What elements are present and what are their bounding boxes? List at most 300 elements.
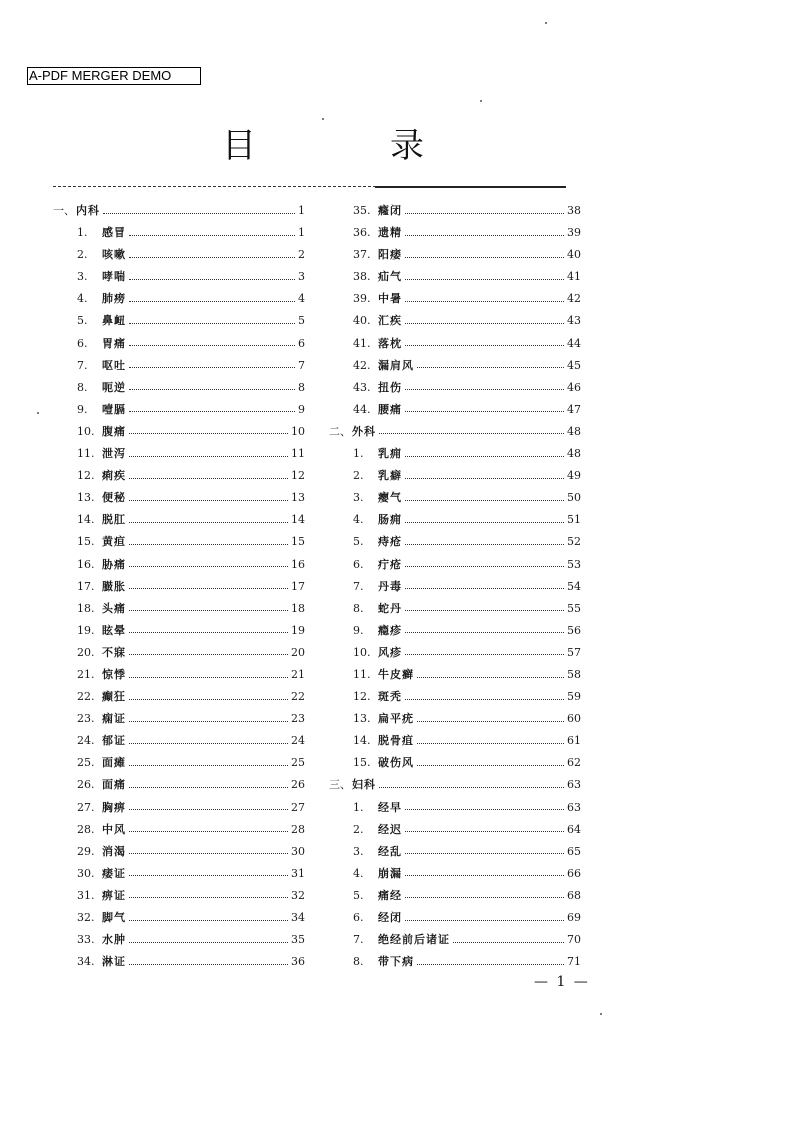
toc-entry-page: 71 [567, 955, 581, 969]
toc-entry-page: 58 [567, 667, 581, 681]
toc-entry-number: 8. [77, 380, 88, 394]
toc-dot-leader [417, 964, 564, 965]
toc-entry-number: 36. [353, 226, 371, 240]
toc-entry-title: 呃逆 [102, 380, 126, 394]
toc-dot-leader [129, 699, 288, 700]
page-number-footer: — 1 — [534, 974, 590, 990]
toc-entry-title: 痔疮 [378, 535, 402, 549]
toc-dot-leader [405, 478, 564, 479]
toc-entry-page: 53 [567, 557, 581, 571]
toc-dot-leader [405, 522, 564, 523]
toc-entry-page: 44 [567, 336, 581, 350]
toc-entry-title: 便秘 [102, 491, 126, 505]
toc-entry-number: 30. [77, 866, 95, 880]
toc-entry-row[interactable] [329, 951, 581, 973]
toc-entry-page: 21 [291, 667, 305, 681]
toc-entry-title: 面瘫 [102, 756, 126, 770]
toc-dot-leader [129, 345, 295, 346]
toc-dot-leader [129, 831, 288, 832]
toc-entry-title: 中暑 [378, 292, 402, 306]
toc-entry-page: 12 [291, 469, 305, 483]
toc-entry-row[interactable] [329, 929, 581, 951]
toc-entry-row[interactable] [53, 377, 305, 399]
toc-entry-number: 13. [353, 712, 371, 726]
toc-dot-leader [405, 544, 564, 545]
toc-dot-leader [129, 456, 288, 457]
toc-entry-number: 2. [353, 469, 364, 483]
toc-entry-row[interactable] [53, 797, 305, 819]
toc-entry-page: 13 [291, 491, 305, 505]
toc-dot-leader [129, 235, 295, 236]
toc-entry-number: 21. [77, 667, 95, 681]
toc-entry-page: 49 [567, 469, 581, 483]
toc-entry-title: 胃痛 [102, 336, 126, 350]
toc-entry-number: 23. [77, 712, 95, 726]
toc-entry-row[interactable] [53, 752, 305, 774]
toc-entry-title: 斑秃 [378, 690, 402, 704]
toc-entry-page: 63 [567, 800, 581, 814]
toc-entry-row[interactable] [329, 863, 581, 885]
toc-entry-number: 19. [77, 623, 95, 637]
toc-entry-title: 郁证 [102, 734, 126, 748]
toc-entry-page: 62 [567, 756, 581, 770]
toc-dot-leader [129, 411, 295, 412]
toc-entry-page: 69 [567, 911, 581, 924]
toc-dot-leader [129, 897, 288, 898]
toc-entry-number: 41. [353, 336, 371, 350]
toc-entry-row[interactable] [53, 885, 305, 907]
toc-entry-title: 感冒 [102, 226, 126, 240]
toc-entry-row[interactable] [329, 531, 581, 553]
toc-entry-row[interactable] [329, 885, 581, 907]
toc-entry-title: 丹毒 [378, 579, 402, 593]
toc-entry-title: 呕吐 [102, 358, 126, 372]
toc-entry-title: 扭伤 [378, 380, 402, 394]
toc-entry-title: 面痛 [102, 778, 126, 792]
toc-entry-page: 28 [291, 822, 305, 836]
toc-entry-number: 4. [353, 513, 364, 527]
toc-entry-title: 肺痨 [102, 292, 126, 306]
toc-entry-number: 14. [77, 513, 95, 527]
toc-dot-leader [405, 566, 564, 567]
toc-entry-number: 43. [353, 380, 371, 394]
toc-entry-page: 70 [567, 933, 581, 947]
toc-entry-title: 乳癖 [378, 469, 402, 483]
toc-entry-number: 4. [77, 292, 88, 306]
toc-entry-page: 9 [298, 402, 305, 416]
toc-entry-title: 外科 [352, 424, 376, 438]
toc-dot-leader [129, 853, 288, 854]
toc-dot-leader [405, 411, 564, 412]
toc-entry-row[interactable] [53, 244, 305, 266]
toc-dot-leader [405, 920, 564, 921]
toc-entry-title: 中风 [102, 822, 126, 836]
toc-entry-number: 5. [353, 535, 364, 549]
toc-entry-row[interactable] [53, 355, 305, 377]
toc-entry-page: 25 [291, 756, 305, 770]
toc-dot-leader [417, 677, 564, 678]
title-char-2: 录 [390, 126, 424, 166]
toc-entry-page: 48 [567, 424, 581, 438]
toc-dot-leader [129, 301, 295, 302]
toc-entry-number: 18. [77, 601, 95, 615]
toc-dot-leader [405, 654, 564, 655]
toc-entry-title: 痿证 [102, 866, 126, 880]
toc-entry-title: 经早 [378, 800, 402, 814]
toc-dot-leader [405, 235, 564, 236]
toc-entry-row[interactable] [329, 333, 581, 355]
toc-entry-title: 不寐 [102, 645, 126, 659]
toc-entry-number: 22. [77, 690, 95, 704]
toc-entry-number: 31. [77, 888, 95, 902]
toc-entry-row[interactable] [329, 487, 581, 509]
toc-entry-page: 16 [291, 557, 305, 571]
toc-entry-title: 带下病 [378, 955, 414, 969]
toc-entry-number: 3. [353, 491, 364, 505]
toc-entry-row[interactable] [53, 907, 305, 929]
toc-entry-row[interactable] [53, 929, 305, 951]
toc-dot-leader [129, 654, 288, 655]
toc-dot-leader [129, 964, 288, 965]
toc-entry-number: 9. [77, 402, 88, 416]
toc-entry-page: 51 [567, 513, 581, 527]
toc-entry-row[interactable] [329, 399, 581, 421]
toc-entry-number: 12. [353, 690, 371, 704]
toc-entry-title: 痢疾 [102, 469, 126, 483]
toc-entry-row[interactable] [53, 333, 305, 355]
toc-entry-title: 崩漏 [378, 866, 402, 880]
toc-entry-number: 16. [77, 557, 95, 571]
toc-entry-title: 噎膈 [102, 402, 126, 416]
toc-entry-title: 头痛 [102, 601, 126, 615]
toc-dot-leader [417, 721, 564, 722]
toc-entry-title: 痫证 [102, 712, 126, 726]
toc-entry-page: 36 [291, 955, 305, 969]
toc-entry-number: 44. [353, 402, 371, 416]
toc-entry-page: 41 [567, 270, 581, 284]
toc-dot-leader [129, 500, 288, 501]
toc-entry-row[interactable] [53, 266, 305, 288]
toc-entry-row[interactable] [53, 863, 305, 885]
toc-entry-number: 24. [77, 734, 95, 748]
toc-right-column [329, 200, 581, 973]
toc-entry-title: 绝经前后诸证 [378, 933, 450, 947]
toc-entry-row[interactable] [329, 708, 581, 730]
toc-dot-leader [129, 632, 288, 633]
toc-dot-leader [129, 765, 288, 766]
toc-entry-number: 5. [353, 888, 364, 902]
toc-dot-leader [405, 301, 564, 302]
toc-entry-page: 56 [567, 623, 581, 637]
toc-entry-row[interactable] [53, 465, 305, 487]
toc-entry-page: 23 [291, 712, 305, 726]
toc-entry-row[interactable] [53, 686, 305, 708]
toc-section-row[interactable] [329, 421, 581, 443]
toc-entry-title: 经乱 [378, 844, 402, 858]
toc-entry-number: 2. [77, 248, 88, 262]
toc-entry-title: 癫狂 [102, 690, 126, 704]
toc-entry-row[interactable] [53, 310, 305, 332]
toc-entry-row[interactable] [53, 774, 305, 796]
toc-entry-page: 18 [291, 601, 305, 615]
toc-entry-page: 2 [298, 248, 305, 262]
toc-entry-number: 5. [77, 314, 88, 328]
toc-entry-number: 20. [77, 645, 95, 659]
toc-entry-page: 3 [298, 270, 305, 284]
toc-entry-number: 42. [353, 358, 371, 372]
toc-dot-leader [417, 743, 564, 744]
toc-entry-title: 经迟 [378, 822, 402, 836]
toc-entry-row[interactable] [329, 244, 581, 266]
toc-entry-number: 26. [77, 778, 95, 792]
toc-dot-leader [129, 323, 295, 324]
toc-entry-page: 42 [567, 292, 581, 306]
watermark-label: A-PDF MERGER DEMO [27, 67, 201, 85]
toc-dot-leader [103, 213, 295, 214]
toc-entry-page: 60 [567, 712, 581, 726]
toc-dot-leader [405, 279, 564, 280]
toc-entry-row[interactable] [53, 620, 305, 642]
toc-section-row[interactable] [329, 774, 581, 796]
toc-entry-row[interactable] [53, 951, 305, 973]
toc-entry-row[interactable] [53, 576, 305, 598]
toc-entry-row[interactable] [329, 664, 581, 686]
toc-dot-leader [129, 588, 288, 589]
toc-entry-page: 59 [567, 690, 581, 704]
title-char-1: 目 [222, 126, 256, 166]
toc-entry-number: 13. [77, 491, 95, 505]
toc-entry-row[interactable] [329, 222, 581, 244]
toc-entry-title: 脱骨疽 [378, 734, 414, 748]
toc-entry-page: 8 [298, 380, 305, 394]
toc-entry-row[interactable] [329, 310, 581, 332]
toc-entry-number: 10. [353, 645, 371, 659]
toc-entry-title: 阳痿 [378, 248, 402, 262]
toc-entry-row[interactable] [53, 598, 305, 620]
toc-entry-row[interactable] [329, 686, 581, 708]
toc-entry-row[interactable] [329, 907, 581, 929]
toc-entry-page: 35 [291, 933, 305, 947]
toc-entry-page: 26 [291, 778, 305, 792]
scan-speck [600, 1013, 602, 1015]
toc-dot-leader [129, 433, 288, 434]
toc-dot-leader [405, 897, 564, 898]
toc-entry-page: 27 [291, 800, 305, 814]
toc-entry-title: 腹痛 [102, 424, 126, 438]
toc-entry-number: 17. [77, 579, 95, 593]
toc-entry-row[interactable] [53, 730, 305, 752]
toc-entry-number: 15. [353, 756, 371, 770]
toc-entry-number: 12. [77, 469, 95, 483]
toc-entry-number: 35. [353, 204, 371, 217]
toc-entry-title: 疔疮 [378, 557, 402, 571]
toc-entry-page: 14 [291, 513, 305, 527]
toc-entry-page: 10 [291, 424, 305, 438]
toc-entry-row[interactable] [329, 288, 581, 310]
toc-entry-row[interactable] [329, 509, 581, 531]
toc-entry-page: 19 [291, 623, 305, 637]
toc-entry-page: 6 [298, 336, 305, 350]
toc-entry-row[interactable] [53, 399, 305, 421]
toc-dot-leader [405, 345, 564, 346]
toc-entry-number: 3. [77, 270, 88, 284]
toc-section-row[interactable] [53, 200, 305, 222]
toc-entry-number: 7. [77, 358, 88, 372]
toc-entry-row[interactable] [329, 642, 581, 664]
toc-entry-title: 惊悸 [102, 667, 126, 681]
toc-entry-number: 29. [77, 844, 95, 858]
toc-entry-title: 眩晕 [102, 623, 126, 637]
toc-dot-leader [405, 456, 564, 457]
toc-entry-title: 消渴 [102, 844, 126, 858]
toc-entry-row[interactable] [329, 266, 581, 288]
toc-entry-page: 64 [567, 822, 581, 836]
toc-entry-title: 胁痛 [102, 557, 126, 571]
toc-dot-leader [417, 367, 564, 368]
toc-entry-title: 内科 [76, 204, 100, 217]
toc-entry-page: 55 [567, 601, 581, 615]
toc-dot-leader [129, 610, 288, 611]
toc-entry-page: 52 [567, 535, 581, 549]
toc-dot-leader [129, 942, 288, 943]
toc-dot-leader [129, 787, 288, 788]
toc-dot-leader [405, 257, 564, 258]
toc-entry-number: 25. [77, 756, 95, 770]
toc-entry-row[interactable] [53, 819, 305, 841]
toc-dot-leader [405, 809, 564, 810]
toc-dot-leader [129, 677, 288, 678]
toc-entry-row[interactable] [53, 531, 305, 553]
toc-entry-number: 28. [77, 822, 95, 836]
toc-entry-row[interactable] [53, 487, 305, 509]
toc-entry-number: 33. [77, 933, 95, 947]
toc-entry-title: 风疹 [378, 645, 402, 659]
toc-dot-leader [405, 875, 564, 876]
toc-entry-number: 14. [353, 734, 371, 748]
toc-entry-row[interactable] [53, 288, 305, 310]
toc-entry-title: 脱肛 [102, 513, 126, 527]
toc-entry-title: 经闭 [378, 911, 402, 924]
toc-entry-row[interactable] [53, 222, 305, 244]
toc-entry-number: 10. [77, 424, 95, 438]
toc-entry-row[interactable] [53, 554, 305, 576]
toc-entry-title: 蛇丹 [378, 601, 402, 615]
toc-entry-title: 扁平疣 [378, 712, 414, 726]
toc-entry-number: 8. [353, 601, 364, 615]
toc-entry-row[interactable] [329, 620, 581, 642]
header-rule-thick [375, 186, 566, 188]
toc-entry-title: 瘿气 [378, 491, 402, 505]
toc-entry-title: 痛经 [378, 888, 402, 902]
toc-entry-row[interactable] [329, 841, 581, 863]
toc-dot-leader [129, 875, 288, 876]
toc-entry-number: 32. [77, 911, 95, 924]
toc-entry-number: 34. [77, 955, 95, 969]
toc-dot-leader [129, 721, 288, 722]
toc-entry-row[interactable] [53, 664, 305, 686]
toc-dot-leader [405, 323, 564, 324]
toc-entry-number: 3. [353, 844, 364, 858]
toc-entry-page: 61 [567, 734, 581, 748]
toc-entry-row[interactable] [329, 797, 581, 819]
toc-entry-row[interactable] [329, 752, 581, 774]
toc-entry-page: 11 [291, 447, 305, 461]
toc-entry-page: 63 [567, 778, 581, 792]
toc-entry-number: 7. [353, 579, 364, 593]
toc-entry-row[interactable] [329, 730, 581, 752]
toc-entry-number: 6. [353, 911, 364, 924]
toc-entry-row[interactable] [53, 841, 305, 863]
toc-entry-title: 咳嗽 [102, 248, 126, 262]
toc-entry-page: 30 [291, 844, 305, 858]
toc-entry-page: 68 [567, 888, 581, 902]
toc-entry-row[interactable] [329, 443, 581, 465]
toc-entry-row[interactable] [329, 554, 581, 576]
toc-entry-row[interactable] [329, 355, 581, 377]
toc-entry-title: 淋证 [102, 955, 126, 969]
toc-entry-title: 鼻衄 [102, 314, 126, 328]
toc-entry-row[interactable] [329, 598, 581, 620]
toc-entry-title: 瘾疹 [378, 623, 402, 637]
toc-entry-row[interactable] [329, 377, 581, 399]
toc-entry-page: 15 [291, 535, 305, 549]
toc-entry-row[interactable] [329, 200, 581, 222]
toc-entry-title: 水肿 [102, 933, 126, 947]
toc-entry-page: 31 [291, 866, 305, 880]
toc-entry-row[interactable] [53, 509, 305, 531]
toc-entry-row[interactable] [53, 708, 305, 730]
toc-entry-number: 2. [353, 822, 364, 836]
toc-entry-title: 破伤风 [378, 756, 414, 770]
toc-entry-row[interactable] [53, 642, 305, 664]
toc-entry-page: 24 [291, 734, 305, 748]
toc-entry-page: 1 [298, 226, 305, 240]
toc-dot-leader [405, 588, 564, 589]
toc-entry-page: 54 [567, 579, 581, 593]
toc-entry-title: 脚气 [102, 911, 126, 924]
toc-dot-leader [129, 522, 288, 523]
toc-entry-title: 遗精 [378, 226, 402, 240]
toc-entry-number: 6. [77, 336, 88, 350]
toc-entry-number: 4. [353, 866, 364, 880]
toc-entry-title: 妇科 [352, 778, 376, 792]
scan-speck [322, 118, 324, 120]
toc-entry-number: 1. [353, 800, 364, 814]
toc-entry-number: 6. [353, 557, 364, 571]
toc-entry-number: 15. [77, 535, 95, 549]
toc-entry-row[interactable] [53, 443, 305, 465]
toc-entry-page: 50 [567, 491, 581, 505]
toc-entry-page: 1 [298, 204, 305, 217]
toc-entry-row[interactable] [329, 576, 581, 598]
toc-entry-page: 39 [567, 226, 581, 240]
toc-dot-leader [405, 831, 564, 832]
toc-entry-page: 43 [567, 314, 581, 328]
toc-entry-row[interactable] [329, 819, 581, 841]
toc-entry-number: 三、 [329, 778, 351, 792]
scan-speck [545, 22, 547, 24]
toc-entry-number: 39. [353, 292, 371, 306]
toc-entry-number: 9. [353, 623, 364, 637]
toc-entry-title: 臌胀 [102, 579, 126, 593]
toc-entry-number: 11. [77, 447, 95, 461]
toc-entry-row[interactable] [53, 421, 305, 443]
toc-dot-leader [379, 787, 564, 788]
toc-entry-title: 漏肩风 [378, 358, 414, 372]
toc-entry-page: 45 [567, 358, 581, 372]
toc-dot-leader [405, 632, 564, 633]
toc-entry-row[interactable] [329, 465, 581, 487]
